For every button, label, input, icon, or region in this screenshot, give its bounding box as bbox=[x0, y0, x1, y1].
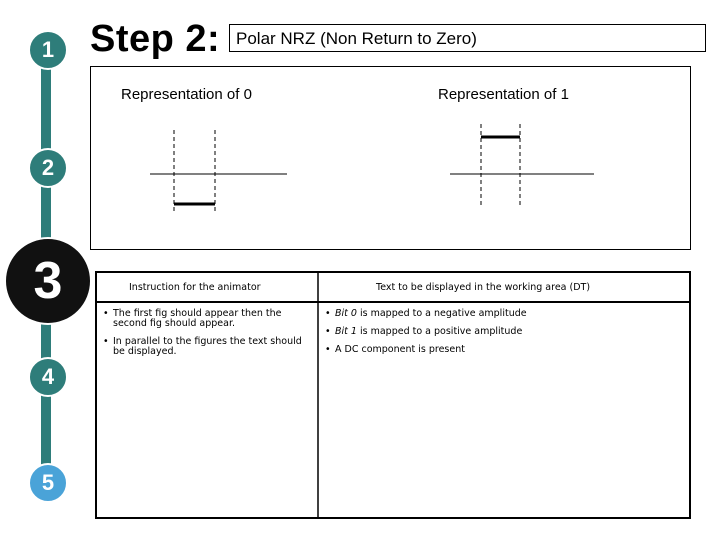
representation-1-label: Representation of 1 bbox=[438, 86, 569, 103]
bit-description: is mapped to a negative amplitude bbox=[356, 308, 527, 319]
list-item bbox=[325, 309, 685, 319]
representation-0-figure bbox=[150, 130, 287, 212]
bit-term: Bit 0 bbox=[335, 308, 357, 319]
list-item: • In parallel to the figures the text should be displayed. bbox=[103, 337, 308, 357]
step-5-label: 5 bbox=[41, 470, 55, 495]
working-area-header: Text to be displayed in the working area (DT) bbox=[376, 282, 591, 293]
bit-description: is mapped to a positive amplitude bbox=[356, 326, 523, 337]
dc-component-text: A DC component is present bbox=[335, 344, 465, 355]
step-1-label: 1 bbox=[41, 37, 55, 62]
list-item bbox=[325, 327, 685, 337]
animator-instruction-header: Instruction for the animator bbox=[129, 282, 261, 293]
list-item: • The first fig should appear then the second fig should appear. bbox=[103, 309, 308, 329]
step-title: Step 2: bbox=[90, 18, 221, 60]
representation-1-figure bbox=[450, 124, 594, 206]
step-4-label: 4 bbox=[41, 364, 55, 389]
animator-instructions bbox=[103, 309, 308, 365]
step-3-label: 3 bbox=[33, 252, 63, 310]
working-area-text bbox=[325, 309, 685, 363]
list-item bbox=[325, 345, 685, 355]
bit-term: Bit 1 bbox=[335, 326, 357, 337]
step-2-label: 2 bbox=[41, 155, 55, 180]
title-box: Polar NRZ (Non Return to Zero) bbox=[229, 24, 706, 52]
representation-0-label: Representation of 0 bbox=[121, 86, 252, 103]
